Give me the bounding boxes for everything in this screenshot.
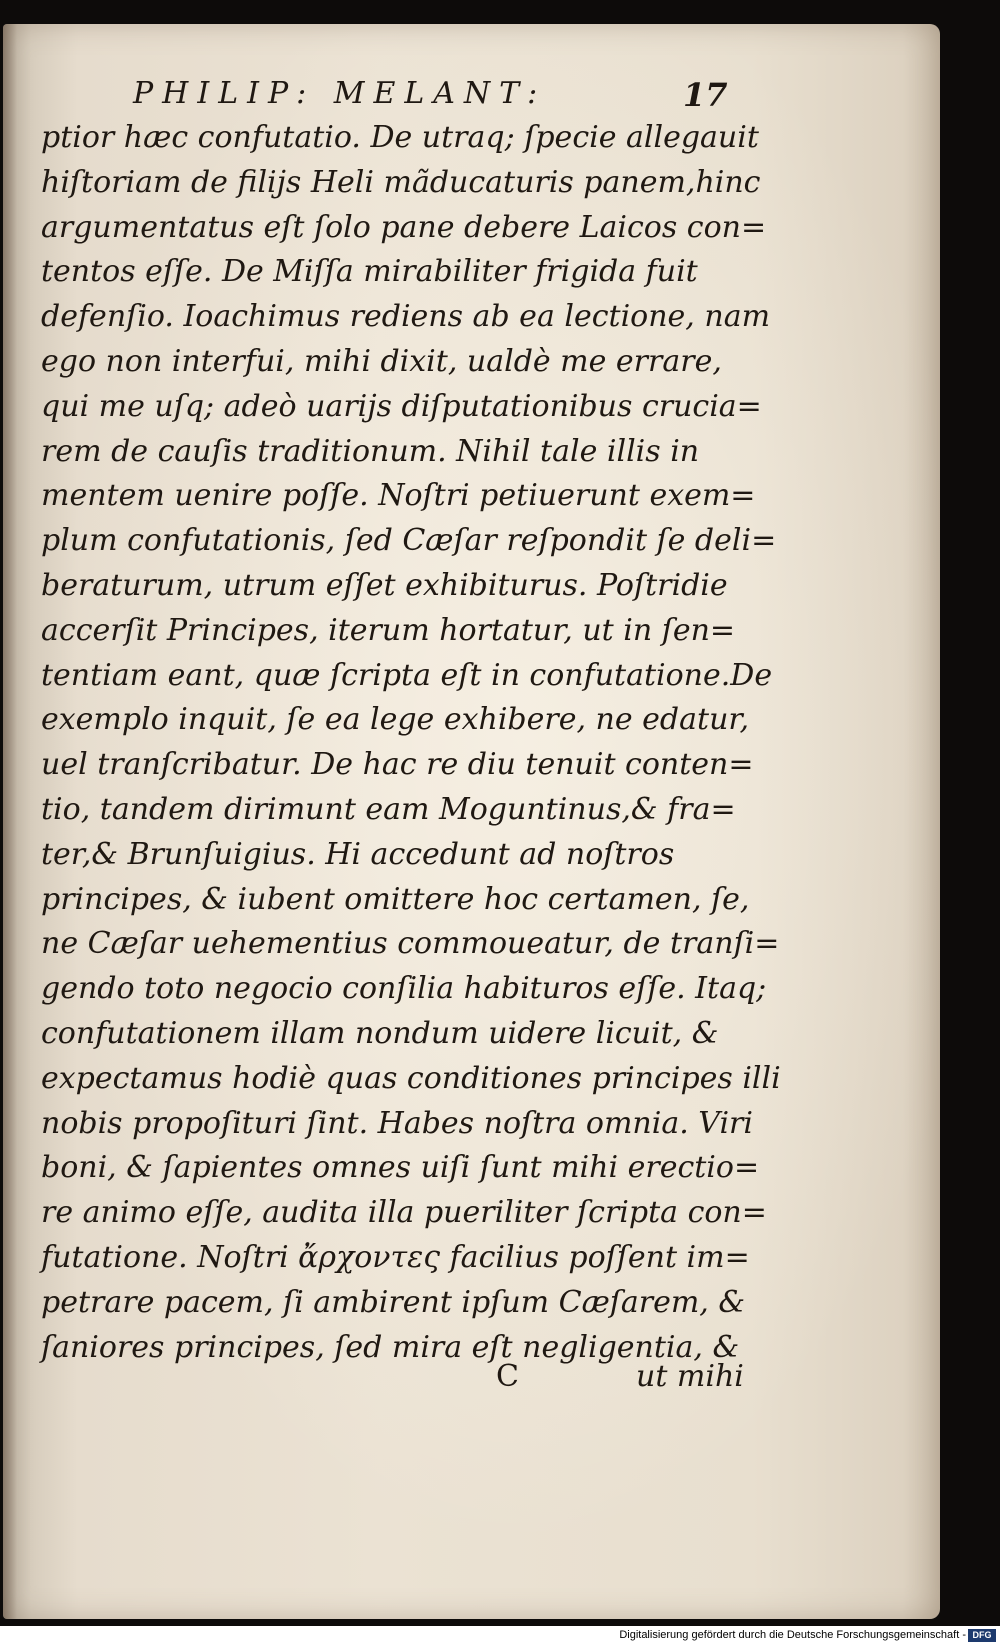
text-line: principes, & iubent omittere hoc certamen, ſe, <box>41 881 750 917</box>
text-line: expectamus hodiè quas conditiones principes illi <box>41 1060 781 1096</box>
text-line: plum confutationis, ſed Cæſar reſpondit ſe deli= <box>41 523 777 559</box>
page-number: 17 <box>683 76 728 114</box>
text-line: qui me uſq; adeò uarijs diſputationibus crucia= <box>41 388 762 424</box>
book-page <box>3 24 940 1619</box>
text-line: hiſtoriam de filijs Heli mãducaturis panem,hinc <box>41 164 761 200</box>
text-line: defenſio. Ioachimus rediens ab ea lectione, nam <box>41 299 771 335</box>
dfg-logo: DFG <box>968 1629 996 1642</box>
body-text <box>41 116 781 1370</box>
text-line: tio, tandem dirimunt eam Moguntinus,& fra= <box>41 791 736 827</box>
text-line: gendo toto negocio conſilia habituros eſſe. Itaq; <box>41 971 767 1007</box>
text-line: petrare pacem, ſi ambirent ipſum Cæſarem, & <box>41 1284 746 1320</box>
text-line: rem de cauſis traditionum. Nihil tale illis in <box>41 433 700 469</box>
text-line: tentiam eant, quæ ſcripta eſt in confutatione.De <box>41 657 773 693</box>
page-footer <box>41 1359 744 1409</box>
text-line: beraturum, utrum eſſet exhibiturus. Poſtridie <box>41 567 728 603</box>
catchword: ut mihi <box>636 1359 744 1394</box>
text-line: nobis propoſituri ſint. Habes noſtra omnia. Viri <box>41 1105 753 1141</box>
text-line: accerſit Principes, iterum hortatur, ut in ſen= <box>41 612 736 648</box>
credit-text: Digitalisierung gefördert durch die Deutsche Forschungsgemeinschaft - <box>619 1629 966 1641</box>
text-line: ſaniores principes, ſed mira eſt negligentia, & <box>41 1329 740 1365</box>
text-line: ptior hæc confutatio. De utraq; ſpecie allegauit <box>41 120 759 155</box>
gutter-shadow <box>3 24 17 1619</box>
text-line: mentem uenire poſſe. Noſtri petiuerunt exem= <box>41 478 756 514</box>
text-line: uel tranſcribatur. De hac re diu tenuit conten= <box>41 747 754 783</box>
text-line: argumentatus eſt ſolo pane debere Laicos con= <box>41 209 767 245</box>
text-line: boni, & ſapientes omnes uiſi ſunt mihi erectio= <box>41 1150 760 1186</box>
text-line: ter,& Brunſuigius. Hi accedunt ad noſtros <box>41 836 675 872</box>
text-line: futatione. Noſtri ἄρχοντες facilius poſſent im= <box>41 1239 750 1275</box>
text-line: confutationem illam nondum uidere licuit, & <box>41 1015 719 1051</box>
text-line: ego non interfui, mihi dixit, ualdè me errare, <box>41 343 722 379</box>
signature-mark: C <box>496 1359 519 1394</box>
text-line: exemplo inquit, ſe ea lege exhibere, ne edatur, <box>41 702 749 738</box>
credit-bar <box>0 1626 1000 1646</box>
text-line: ne Cæſar uehementius commoueatur, de tranſi= <box>41 926 780 962</box>
text-line: tentos eſſe. De Miſſa mirabiliter frigida fuit <box>41 254 698 290</box>
text-line: re animo eſſe, audita illa pueriliter ſcripta con= <box>41 1195 767 1231</box>
running-title: PHILIP: MELANT: <box>133 76 547 111</box>
